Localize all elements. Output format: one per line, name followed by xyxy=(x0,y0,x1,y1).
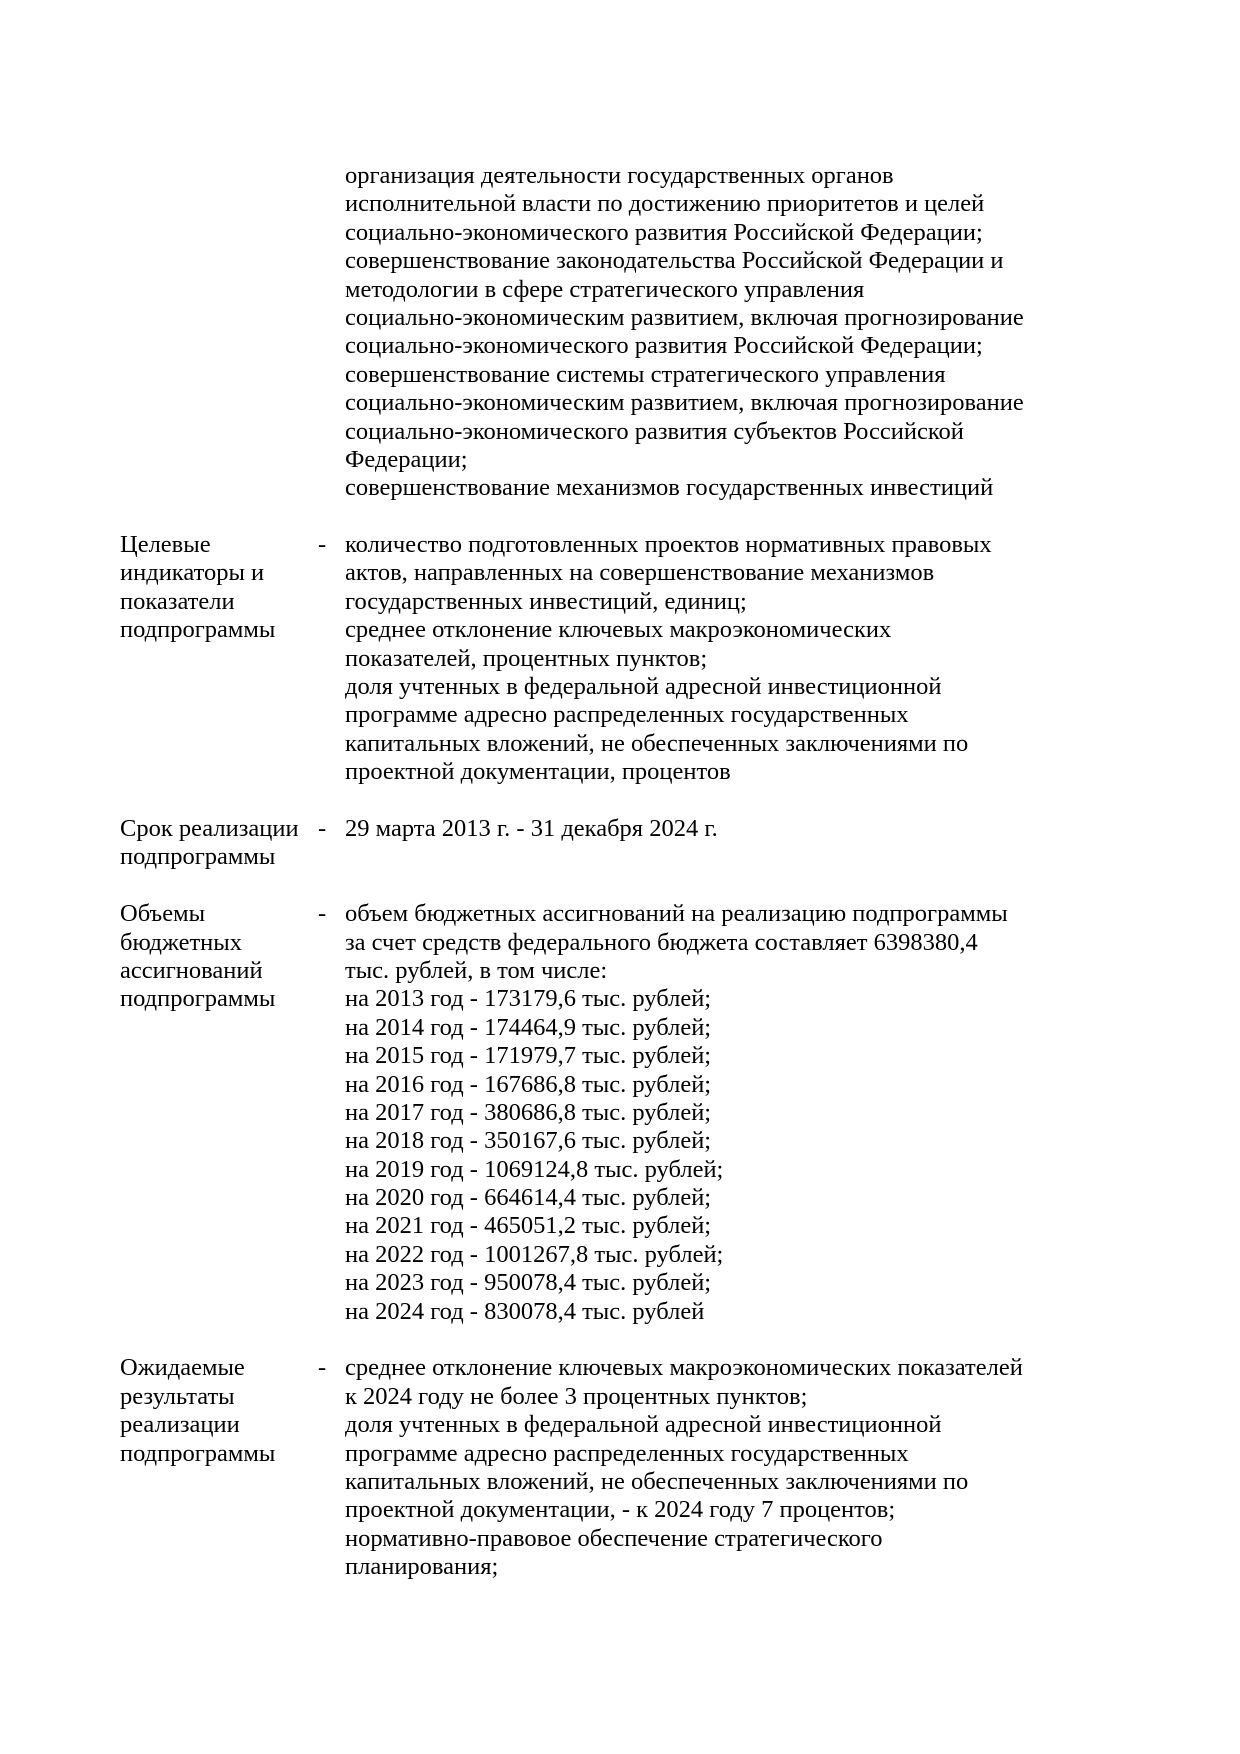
body-line: социально-экономического развития Российской Федерации; xyxy=(345,218,983,246)
body-line: социально-экономического развития субъектов Российской xyxy=(345,417,964,445)
body-line: количество подготовленных проектов нормативных правовых xyxy=(345,531,992,559)
body-line: на 2017 год - 380686,8 тыс. рублей; xyxy=(345,1098,712,1126)
body-line: нормативно-правовое обеспечение стратегического xyxy=(345,1524,883,1552)
section xyxy=(120,162,1165,503)
body-line: капитальных вложений, не обеспеченных заключениями по xyxy=(345,729,969,757)
section-body xyxy=(345,900,1165,1326)
dash: - xyxy=(318,531,327,559)
label-line: подпрограммы xyxy=(120,616,276,644)
body-line: на 2021 год - 465051,2 тыс. рублей; xyxy=(345,1212,712,1240)
body-line: исполнительной власти по достижению приоритетов и целей xyxy=(345,190,985,218)
section-body xyxy=(345,815,1165,843)
body-line: программе адресно распределенных государственных xyxy=(345,1439,909,1467)
body-line: на 2023 год - 950078,4 тыс. рублей; xyxy=(345,1269,712,1297)
label-line: подпрограммы xyxy=(120,1439,276,1467)
body-line: методологии в сфере стратегического управления xyxy=(345,275,865,303)
body-line: проектной документации, процентов xyxy=(345,758,731,786)
section xyxy=(120,531,1165,787)
section-label xyxy=(120,815,318,872)
dash: - xyxy=(318,900,327,928)
label-line: подпрограммы xyxy=(120,985,276,1013)
section-body xyxy=(345,1354,1165,1581)
body-line: социально-экономического развития Российской Федерации; xyxy=(345,332,983,360)
body-line: на 2020 год - 664614,4 тыс. рублей; xyxy=(345,1184,712,1212)
dash-separator xyxy=(318,1354,345,1382)
body-line: на 2022 год - 1001267,8 тыс. рублей; xyxy=(345,1240,724,1268)
body-line: организация деятельности государственных органов xyxy=(345,162,894,189)
label-line: бюджетных xyxy=(120,928,242,956)
body-line: среднее отклонение ключевых макроэкономических показателей xyxy=(345,1354,1023,1382)
label-line: Целевые xyxy=(120,531,211,559)
section xyxy=(120,815,1165,872)
section xyxy=(120,1354,1165,1581)
label-line: ассигнований xyxy=(120,956,263,984)
body-line: среднее отклонение ключевых макроэкономических xyxy=(345,616,892,644)
body-line: доля учтенных в федеральной адресной инвестиционной xyxy=(345,673,942,701)
body-line: программе адресно распределенных государственных xyxy=(345,701,909,729)
body-line: на 2018 год - 350167,6 тыс. рублей; xyxy=(345,1127,712,1155)
label-line: Объемы xyxy=(120,900,206,928)
body-line: объем бюджетных ассигнований на реализацию подпрограммы xyxy=(345,900,1008,928)
body-line: на 2015 год - 171979,7 тыс. рублей; xyxy=(345,1042,712,1070)
body-line: на 2016 год - 167686,8 тыс. рублей; xyxy=(345,1070,712,1098)
body-line: совершенствование системы стратегического управления xyxy=(345,360,946,388)
dash-separator xyxy=(318,900,345,928)
section-label xyxy=(120,900,318,1014)
body-line: показателей, процентных пунктов; xyxy=(345,644,708,672)
body-line: проектной документации, - к 2024 году 7 процентов; xyxy=(345,1496,896,1524)
body-line: на 2019 год - 1069124,8 тыс. рублей; xyxy=(345,1155,724,1183)
label-line: подпрограммы xyxy=(120,843,276,871)
body-line: актов, направленных на совершенствование механизмов xyxy=(345,559,935,587)
section-label xyxy=(120,531,318,645)
section-body xyxy=(345,162,1165,503)
section-label xyxy=(120,1354,318,1468)
body-line: социально-экономическим развитием, включая прогнозирование xyxy=(345,303,1024,331)
dash-separator xyxy=(318,531,345,559)
document-body xyxy=(120,162,1165,1582)
dash: - xyxy=(318,1354,327,1382)
dash: - xyxy=(318,814,327,842)
label-line: Ожидаемые xyxy=(120,1354,245,1382)
body-line: на 2024 год - 830078,4 тыс. рублей xyxy=(345,1297,705,1325)
label-line: реализации xyxy=(120,1411,240,1439)
body-line: тыс. рублей, в том числе: xyxy=(345,956,608,984)
label-line: Срок реализации xyxy=(120,814,299,842)
body-line: социально-экономическим развитием, включая прогнозирование xyxy=(345,389,1024,417)
body-line: к 2024 году не более 3 процентных пунктов; xyxy=(345,1382,808,1410)
body-line: доля учтенных в федеральной адресной инвестиционной xyxy=(345,1411,942,1439)
body-line: на 2013 год - 173179,6 тыс. рублей; xyxy=(345,985,712,1013)
body-line: капитальных вложений, не обеспеченных заключениями по xyxy=(345,1467,969,1495)
body-line: 29 марта 2013 г. - 31 декабря 2024 г. xyxy=(345,814,718,842)
label-line: показатели xyxy=(120,587,235,615)
body-line: совершенствование законодательства Российской Федерации и xyxy=(345,247,1004,275)
body-line: на 2014 год - 174464,9 тыс. рублей; xyxy=(345,1013,712,1041)
body-line: за счет средств федерального бюджета составляет 6398380,4 xyxy=(345,928,978,956)
dash-separator xyxy=(318,815,345,843)
label-line: индикаторы и xyxy=(120,559,265,587)
body-line: Федерации; xyxy=(345,445,468,473)
section xyxy=(120,900,1165,1326)
section-body xyxy=(345,531,1165,787)
body-line: планирования; xyxy=(345,1553,499,1581)
body-line: совершенствование механизмов государственных инвестиций xyxy=(345,474,994,502)
label-line: результаты xyxy=(120,1382,235,1410)
body-line: государственных инвестиций, единиц; xyxy=(345,587,747,615)
